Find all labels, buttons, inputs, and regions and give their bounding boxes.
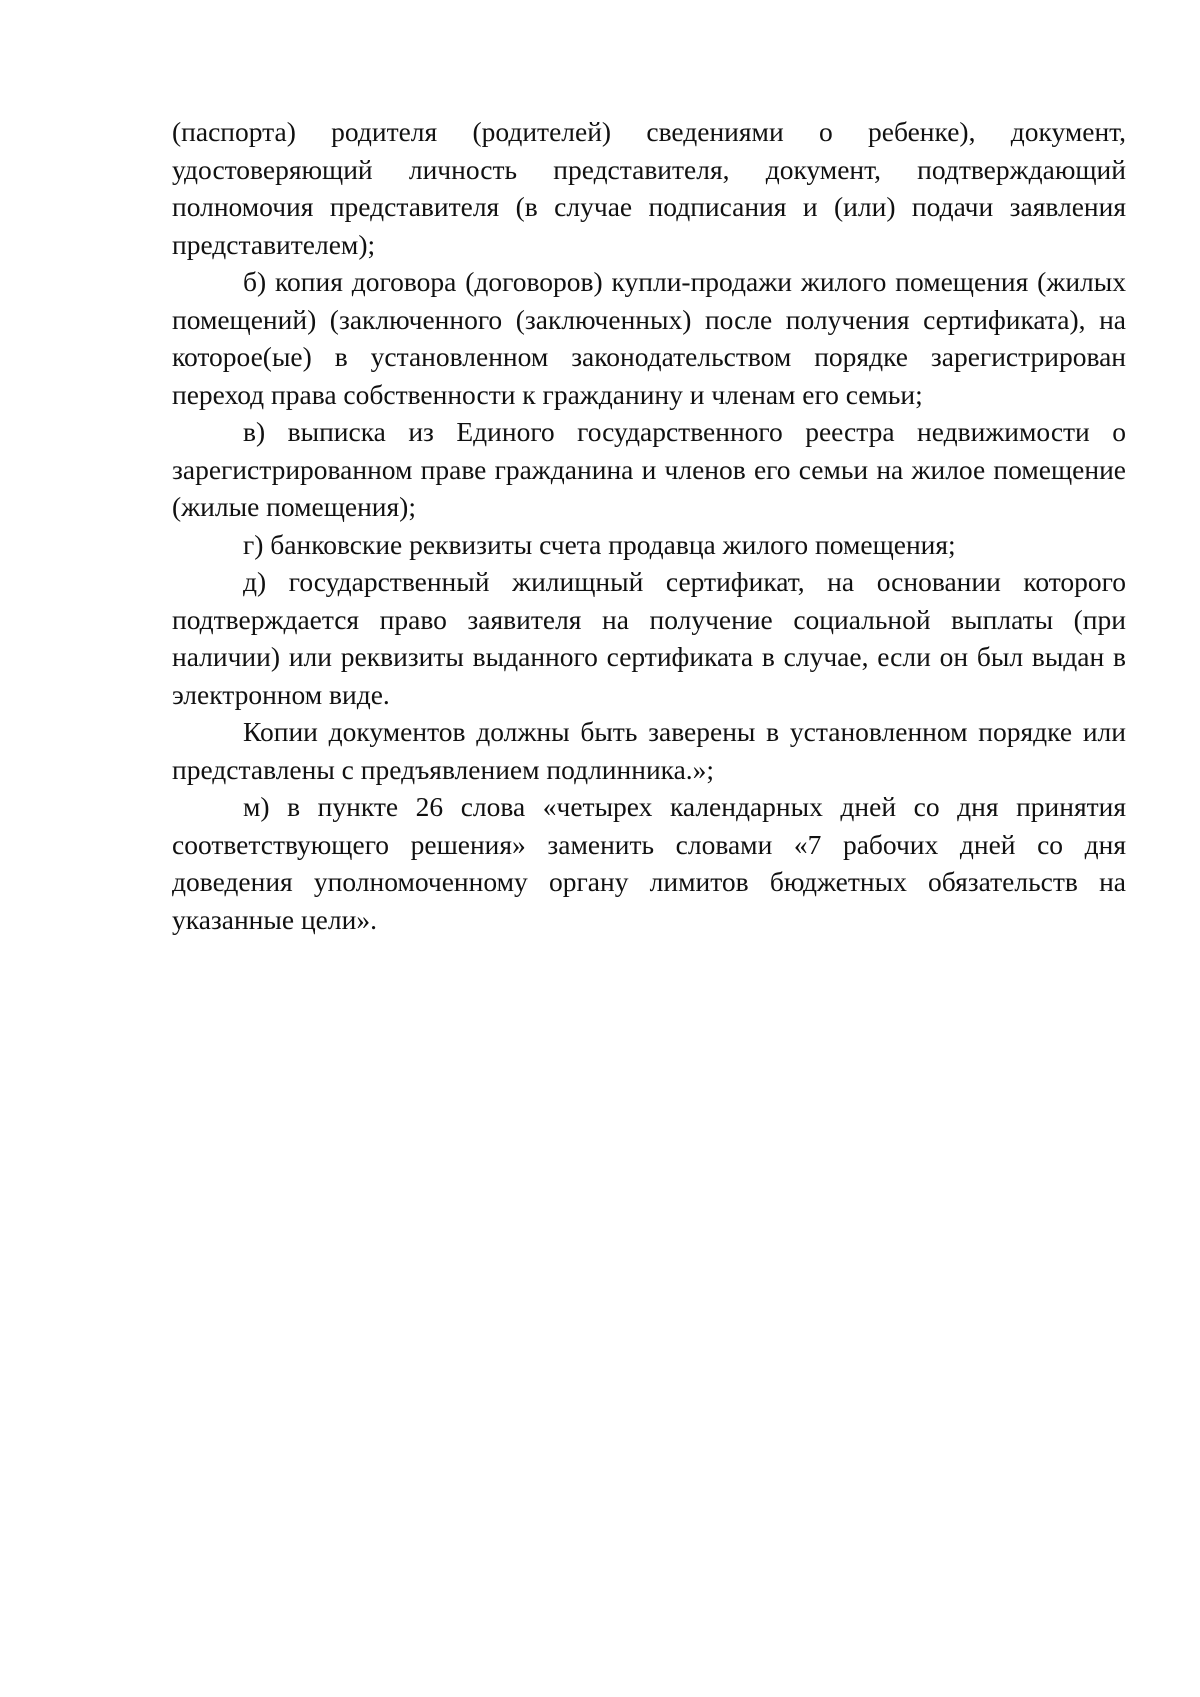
paragraph-item-v: в) выписка из Единого государственного реестра недвижимости о зарегистрированном праве гражданина и членов его семьи на жилое помещение (жилые помещения); [172, 416, 1126, 522]
paragraph-item-m: м) в пункте 26 слова «четырех календарных дней со дня принятия соответствующего решения» заменить словами «7 рабочих дней со дня доведения уполномоченному органу лимитов бюджетных обязательств на указанные цели». [172, 791, 1126, 935]
paragraph-item-g: г) банковские реквизиты счета продавца жилого помещения; [243, 528, 956, 560]
paragraph-continuation: (паспорта) родителя (родителей) сведениями о ребенке), документ, удостоверяющий личность представителя, документ, подтверждающий полномочия представителя (в случае подписания и (или) подачи заявления представителем); [172, 116, 1126, 260]
paragraph-copies-note: Копии документов должны быть заверены в установленном порядке или представлены с предъявлением подлинника.»; [172, 716, 1126, 785]
document-body [172, 113, 1126, 938]
paragraph-item-d: д) государственный жилищный сертификат, на основании которого подтверждается право заявителя на получение социальной выплаты (при наличии) или реквизиты выданного сертификата в случае, если он был выдан в электронном виде. [172, 566, 1126, 710]
paragraph-item-b: б) копия договора (договоров) купли-продажи жилого помещения (жилых помещений) (заключенного (заключенных) после получения сертификата), на которое(ые) в установленном законодательством порядке зарегистрирован переход права собственности к гражданину и членам его семьи; [172, 266, 1126, 410]
